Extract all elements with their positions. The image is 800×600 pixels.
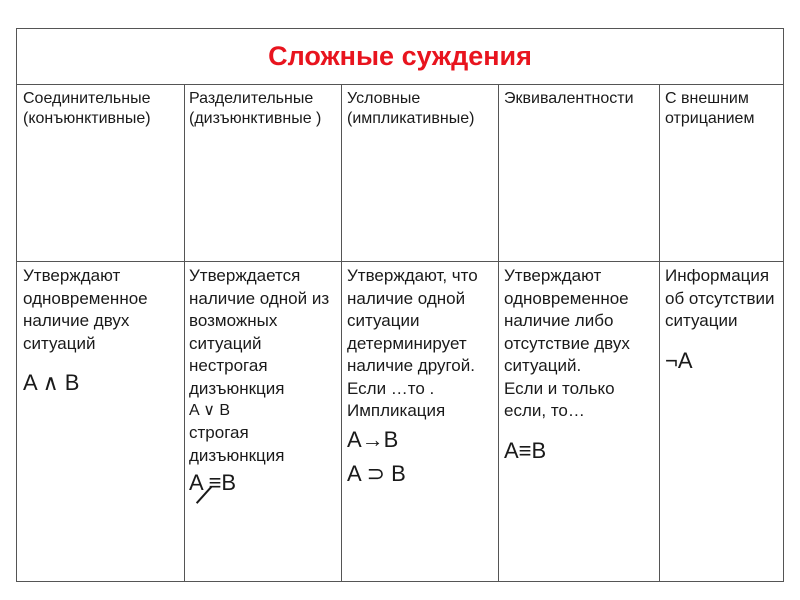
equivalence-formula: A≡B bbox=[504, 437, 547, 463]
strict-formula-text: A ≡B bbox=[189, 470, 237, 495]
implication-if-then: Если …то . bbox=[347, 378, 435, 398]
implication-subset-formula: A ⊃ B bbox=[347, 460, 406, 486]
cell-conjunctive bbox=[23, 265, 181, 397]
negation-text: Информация об отсутствии ситуации bbox=[665, 266, 775, 330]
disjunction-text: Утверждается наличие одной из возможных ситуаций bbox=[189, 266, 330, 353]
conjunction-text: Утверждают одновременное наличие двух ситуаций bbox=[23, 266, 148, 353]
cell-disjunctive bbox=[189, 265, 339, 497]
header-conjunctive: Соединительные (конъюнктивные) bbox=[23, 90, 151, 127]
disjunction-strict-label: строгая дизъюнкция bbox=[189, 423, 285, 465]
cell-negation bbox=[665, 265, 781, 375]
header-disjunctive: Разделительные (дизъюнктивные ) bbox=[189, 90, 322, 127]
equivalence-text: Утверждают одновременное наличие либо отсутствие двух ситуаций. bbox=[504, 266, 630, 375]
implication-text: Утверждают, что наличие одной ситуации детерминирует наличие другой. bbox=[347, 266, 478, 375]
page-title: Сложные суждения bbox=[268, 41, 532, 71]
header-equivalence: Эквивалентности bbox=[504, 90, 634, 107]
implication-arrow-formula: A→B bbox=[347, 426, 399, 452]
column-divider bbox=[341, 85, 342, 581]
cell-equivalence bbox=[504, 265, 656, 465]
negation-formula: ¬A bbox=[665, 347, 693, 373]
column-divider bbox=[498, 85, 499, 581]
disjunction-weak-formula: A ∨ B bbox=[189, 402, 231, 419]
title-row bbox=[17, 29, 783, 85]
column-divider bbox=[659, 85, 660, 581]
equivalence-iff: Если и только если, то… bbox=[504, 378, 615, 420]
cell-conditional bbox=[347, 265, 497, 488]
disjunction-strict-formula bbox=[189, 469, 236, 497]
implication-label: Импликация bbox=[347, 401, 446, 420]
conjunction-formula: A ∧ B bbox=[23, 370, 80, 395]
header-conditional: Условные (импликативные) bbox=[347, 90, 475, 127]
row-divider bbox=[17, 261, 783, 262]
column-divider bbox=[184, 85, 185, 581]
disjunction-weak-label: нестрогая дизъюнкция bbox=[189, 356, 285, 398]
header-negation: С внешним отрицанием bbox=[665, 90, 755, 127]
judgments-table bbox=[16, 28, 784, 582]
